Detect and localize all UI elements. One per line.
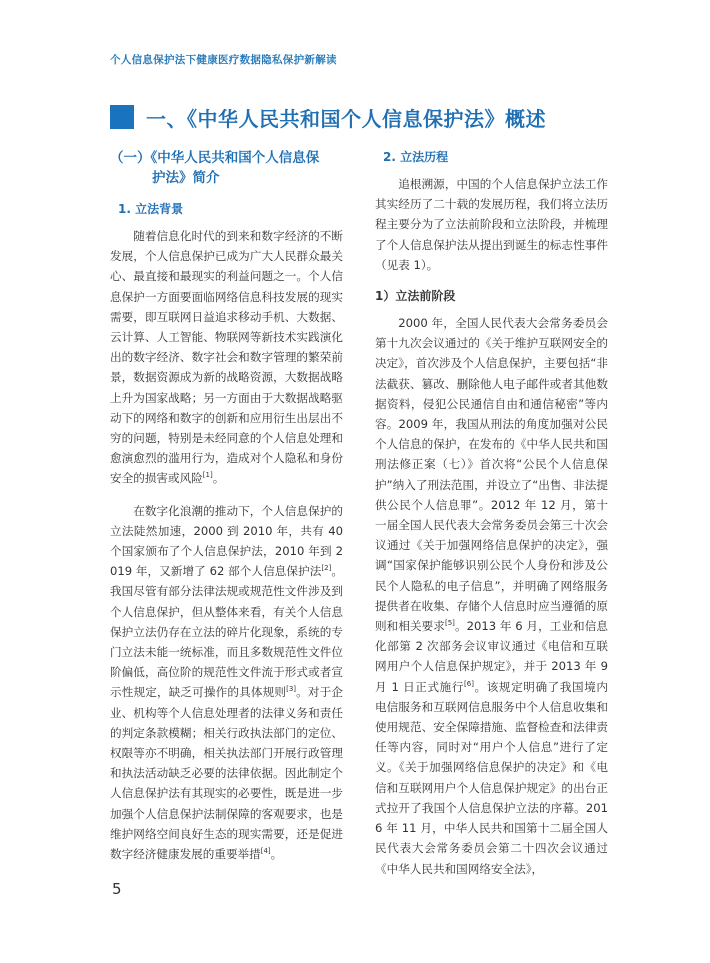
paragraph-pre-legislation <box>375 313 608 879</box>
subsubsection-title-pre-legislation: 1）立法前阶段 <box>375 289 456 304</box>
left-column <box>110 148 343 876</box>
paragraph-text: 。该规定明确了我国境内电信服务和互联网信息服务中个人信息收集和使用规范、安全保障措施、监督检查和法律责任等内容，同时对“用户个人信息”进行了定义。《关于加强网络信息保护的决定》和《电信和互联网用户个人信息保护规定》的出台正式拉开了我国个人信息保护立法的序幕。2016 年 11 月，中华人民共和国第十二届全国人民代表大会常务委员会第二十四次会议通过《中华人民共和国网络安全法》， <box>375 679 608 876</box>
paragraph-text: 。 <box>212 471 225 486</box>
subsection-title-history: 2. 立法历程 <box>383 150 449 164</box>
citation-ref: [3] <box>286 685 297 694</box>
citation-ref: [2] <box>321 564 332 573</box>
chapter-marker-square <box>110 105 134 129</box>
citation-ref: [5] <box>444 619 455 628</box>
chapter-title-text: 一、《中华人民共和国个人信息保护法》概述 <box>146 106 546 131</box>
paragraph-background-1 <box>110 226 343 489</box>
section-title-line-2: 护法》简介 <box>152 170 220 186</box>
paragraph-text: 。我国尽管有部分法律法规或规范性文件涉及到个人信息保护，但从整体来看，有关个人信息保护立法仍存在立法的碎片化现象，系统的专门立法未能一统标准，而且多数规范性文件位阶偏低，高位阶的规范性文件流于形式或者宣示性规定，缺乏可操作的具体规则 <box>110 564 343 700</box>
right-column <box>375 148 608 891</box>
section-title-line-1: （一）《中华人民共和国个人信息保 <box>110 150 320 166</box>
paragraph-text: 在数字化浪潮的推动下，个人信息保护的立法陡然加速，2000 到 2010 年，共有 40 个国家颁布了个人信息保护法，2010 年到 2019 年，又新增了 62 部个人信息保护法 <box>110 503 343 579</box>
paragraph-text: 。2013 年 6 月，工业和信息化部第 2 次部务会议审议通过《电信和互联网用户个人信息保护规定》，并于 2013 年 9 月 1 日正式施行 <box>375 619 608 694</box>
citation-ref: [6] <box>464 679 474 688</box>
page-number: 5 <box>112 880 122 898</box>
paragraph-background-2 <box>110 501 343 865</box>
paragraph-text: 。对于企业、机构等个人信息处理者的法律义务和责任的判定条款模糊；相关行政执法部门的定位、权限等亦不明确，相关执法部门开展行政管理和执法活动缺乏必要的法律依据。因此制定个人信息保护法有其现实的必要性，既是进一步加强个人信息保护法制保障的客观要求，也是维护网络空间良好生态的现实需要，还是促进数字经济健康发展的重要举措 <box>110 685 343 862</box>
paragraph-text: 随着信息化时代的到来和数字经济的不断发展，个人信息保护已成为广大人民群众最关心、最直接和最现实的利益问题之一。个人信息保护一方面要面临网络信息科技发展的现实需要，即互联网日益追求移动手机、大数据、云计算、人工智能、物联网等新技术实践演化出的数字经济、数字社会和数字管理的繁荣前景，数据资源成为新的战略资源，大数据战略上升为国家战略；另一方面由于大数据战略驱动下的网络和数字的创新和应用衍生出层出不穷的问题，特别是未经同意的个人信息处理和愈演愈烈的滥用行为，造成对个人隐私和身份安全的损害或风险 <box>110 229 343 486</box>
subsection-title-background: 1. 立法背景 <box>118 202 184 216</box>
paragraph-text: 。 <box>270 847 283 862</box>
paragraph-history-intro: 追根溯源，中国的个人信息保护立法工作其实经历了二十载的发展历程，我们将立法历程主要分为了立法前阶段和立法阶段，并梳理了个人信息保护法从提出到诞生的标志性事件（见表 1）。 <box>375 177 608 272</box>
citation-ref: [1] <box>202 471 213 480</box>
citation-ref: [4] <box>260 847 271 856</box>
section-title <box>110 148 343 188</box>
chapter-title <box>110 103 546 131</box>
paragraph-text: 2000 年，全国人民代表大会常务委员会第十九次会议通过的《关于维护互联网安全的决定》，首次涉及个人信息保护，主要包括“非法截获、篡改、删除他人电子邮件或者其他数据资料，侵犯公民通信自由和通信秘密”等内容。2009 年，我国从刑法的角度加强对公民个人信息的保护，在发布的《中华人民共和国刑法修正案（七）》首次将“公民个人信息保护”纳入了刑法范围，并设立了“出售、非法提供公民个人信息罪”。2012 年 12 月，第十一届全国人民代表大会常务委员会第三十次会议通过《关于加强网络信息保护的决定》，强调“国家保护能够识别公民个人身份和涉及公民个人隐私的电子信息”，并明确了网络服务提供者在收集、存储个人信息时应当遵循的原则和相关要求 <box>375 316 608 634</box>
running-header: 个人信息保护法下健康医疗数据隐私保护新解读 <box>110 54 337 66</box>
